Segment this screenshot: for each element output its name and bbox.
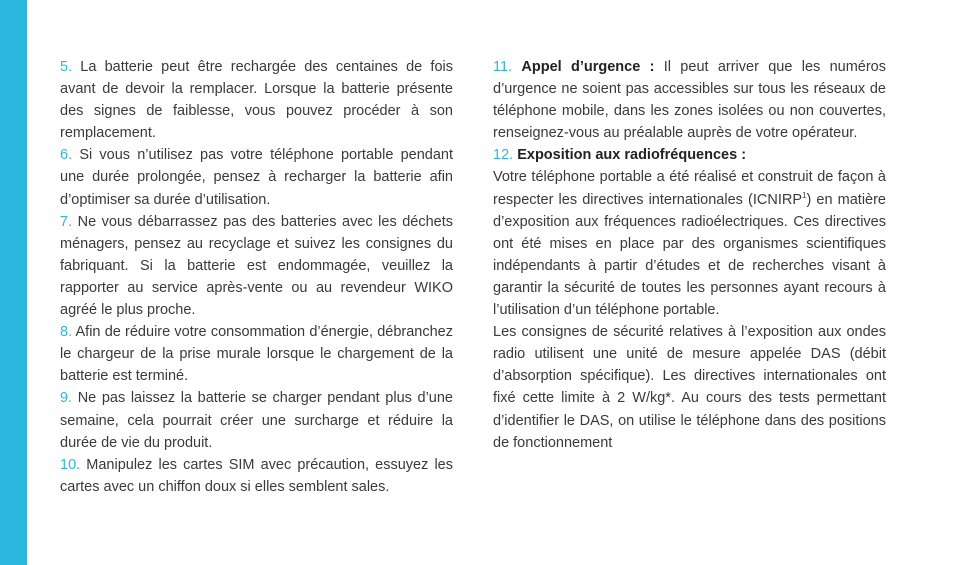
item-text: Manipulez les cartes SIM avec précaution, essuyez les cartes avec un chiffon doux si elles semblent sales. (60, 456, 453, 495)
item-number: 8. (60, 324, 73, 341)
item-8 (60, 321, 453, 387)
item-7 (60, 211, 453, 321)
item-11 (493, 56, 886, 144)
item-9 (60, 387, 453, 453)
item-text: Ne pas laissez la batterie se charger pendant plus d’une semaine, cela pourrait créer une surcharge et réduire la durée de vie du produit. (60, 390, 453, 451)
item-text: Si vous n’utilisez pas votre téléphone portable pendant une durée prolongée, pensez à recharger la batterie afin d’optimiser sa durée d’utilisation. (60, 147, 453, 208)
item-number: 9. (60, 390, 73, 407)
item-heading: Exposition aux radiofréquences : (517, 147, 747, 164)
item-heading: Appel d’urgence : (521, 59, 655, 75)
item-5 (60, 56, 453, 144)
item-text: Afin de réduire votre consommation d’énergie, débranchez le chargeur de la prise murale lorsque le chargement de la batterie est terminé. (60, 324, 453, 385)
item-number: 5. (60, 59, 73, 75)
accent-side-bar (0, 0, 27, 565)
item-number: 7. (60, 213, 73, 230)
paragraph-text: ) en matière d’exposition aux fréquences radioélectriques. Ces directives ont été mises en place par des organismes scientifiques indépendants à partir d’études et de recherches visant à garantir la sécurité de toutes les personnes ayant recours à l’utilisation d’un téléphone portable. (493, 191, 886, 319)
right-column (493, 56, 886, 454)
paragraph-text: Les consignes de sécurité relatives à l’exposition aux ondes radio utilisent une unité de mesure appelée DAS (débit d’absorption spécifique). Les directives internationales ont fixé cette limite à 2 W/kg*. Au cours des tests permettant d’identifier le DAS, on utilise le téléphone dans des positions de fonctionnement (493, 324, 886, 451)
item-6 (60, 144, 453, 210)
item-number: 11. (493, 59, 513, 75)
item-text: Il peut arriver que les numéros d’urgence ne soient pas accessibles sur tous les réseaux de téléphone mobile, dans les zones isolées ou non couvertes, renseignez-vous au préalable auprès de votre opérateur. (493, 59, 886, 142)
sar-paragraph (493, 321, 886, 454)
item-text: La batterie peut être rechargée des centaines de fois avant de devoir la remplacer. Lorsque la batterie présente des signes de faiblesse, vous pouvez procéder à son remplacement. (60, 59, 453, 142)
rf-exposure-paragraph (493, 166, 886, 321)
item-12 (493, 144, 886, 166)
item-number: 12. (493, 147, 514, 164)
paragraph-text: Votre téléphone portable a été réalisé et construit de façon à respecter les directives internationales (ICNIRP (493, 169, 886, 208)
left-column (60, 56, 453, 498)
item-text: Ne vous débarrassez pas des batteries avec les déchets ménagers, pensez au recyclage et suivez les consignes du fabriquant. Si la batterie est endommagée, veuillez la rapporter au service après-vente ou au revendeur WIKO agréé le plus proche. (60, 213, 453, 319)
item-number: 10. (60, 456, 81, 473)
footnote-marker: 1 (802, 190, 807, 200)
item-number: 6. (60, 147, 73, 164)
item-10 (60, 454, 453, 498)
